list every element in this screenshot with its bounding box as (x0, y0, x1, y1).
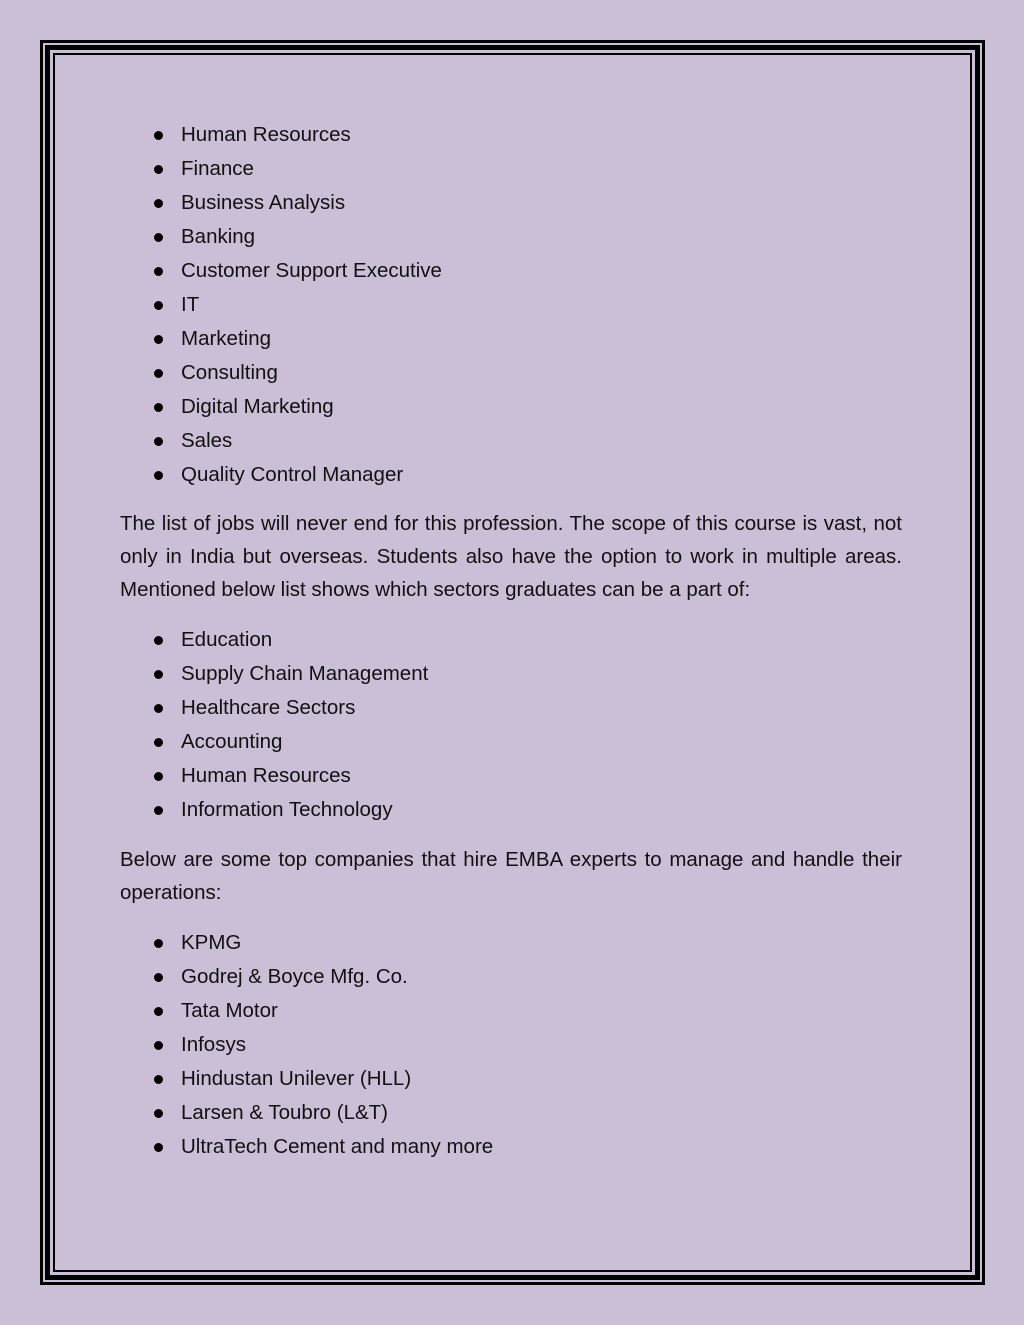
list-item-label: Digital Marketing (181, 395, 334, 418)
list-item (120, 1096, 902, 1130)
bullet-icon (154, 973, 163, 982)
list-item-label: Education (181, 628, 273, 651)
bullet-icon (154, 471, 163, 480)
bullet-icon (154, 670, 163, 679)
bullet-icon (154, 301, 163, 310)
list-item (120, 356, 902, 390)
bullet-icon (154, 335, 163, 344)
list-item (120, 152, 902, 186)
list-item-label: Sales (181, 429, 233, 452)
list-item-label: Human Resources (181, 764, 351, 787)
list-item (120, 725, 902, 759)
bullet-icon (154, 636, 163, 645)
bullet-icon (154, 1041, 163, 1050)
list-item-label: Healthcare Sectors (181, 696, 356, 719)
companies-list (120, 926, 902, 1164)
list-item (120, 926, 902, 960)
bullet-icon (154, 369, 163, 378)
sectors-list (120, 623, 902, 827)
bullet-icon (154, 437, 163, 446)
list-item (120, 322, 902, 356)
list-item-label: Human Resources (181, 123, 351, 146)
bullet-icon (154, 199, 163, 208)
bullet-icon (154, 704, 163, 713)
list-item-label: Information Technology (181, 798, 393, 821)
bullet-icon (154, 267, 163, 276)
list-item-label: Customer Support Executive (181, 259, 442, 282)
list-item (120, 458, 902, 492)
list-item (120, 254, 902, 288)
job-roles-list (120, 118, 902, 492)
list-item-label: Finance (181, 157, 254, 180)
bullet-icon (154, 1075, 163, 1084)
list-item (120, 994, 902, 1028)
list-item (120, 390, 902, 424)
list-item (120, 657, 902, 691)
bullet-icon (154, 1007, 163, 1016)
list-item-label: UltraTech Cement and many more (181, 1135, 494, 1158)
list-item (120, 424, 902, 458)
list-item-label: Banking (181, 225, 256, 248)
scope-paragraph: The list of jobs will never end for this profession. The scope of this course is vast, not only in India but overseas. Students also have the option to work in multiple areas. Mentioned below list shows which sectors graduates can be a part of: (120, 512, 902, 601)
list-item (120, 759, 902, 793)
list-item (120, 1062, 902, 1096)
companies-intro-paragraph: Below are some top companies that hire EMBA experts to manage and handle their operations: (120, 848, 902, 904)
list-item-label: KPMG (181, 931, 242, 954)
list-item-label: IT (181, 293, 200, 316)
list-item-label: Consulting (181, 361, 278, 384)
list-item-label: Infosys (181, 1033, 246, 1056)
bullet-icon (154, 738, 163, 747)
list-item (120, 1028, 902, 1062)
list-item (120, 793, 902, 827)
list-item-label: Business Analysis (181, 191, 346, 214)
list-item-label: Larsen & Toubro (L&T) (181, 1101, 389, 1124)
list-item-label: Tata Motor (181, 999, 278, 1022)
list-item (120, 1130, 902, 1164)
bullet-icon (154, 1143, 163, 1152)
bullet-icon (154, 772, 163, 781)
bullet-icon (154, 131, 163, 140)
list-item (120, 118, 902, 152)
bullet-icon (154, 403, 163, 412)
list-item (120, 691, 902, 725)
list-item-label: Marketing (181, 327, 272, 350)
bullet-icon (154, 806, 163, 815)
list-item (120, 220, 902, 254)
bullet-icon (154, 233, 163, 242)
list-item (120, 186, 902, 220)
document-content (120, 118, 902, 1164)
bullet-icon (154, 1109, 163, 1118)
list-item (120, 623, 902, 657)
bullet-icon (154, 939, 163, 948)
list-item-label: Quality Control Manager (181, 463, 404, 486)
bullet-icon (154, 165, 163, 174)
list-item-label: Supply Chain Management (181, 662, 429, 685)
list-item-label: Accounting (181, 730, 283, 753)
list-item-label: Godrej & Boyce Mfg. Co. (181, 965, 408, 988)
list-item (120, 288, 902, 322)
list-item-label: Hindustan Unilever (HLL) (181, 1067, 412, 1090)
list-item (120, 960, 902, 994)
